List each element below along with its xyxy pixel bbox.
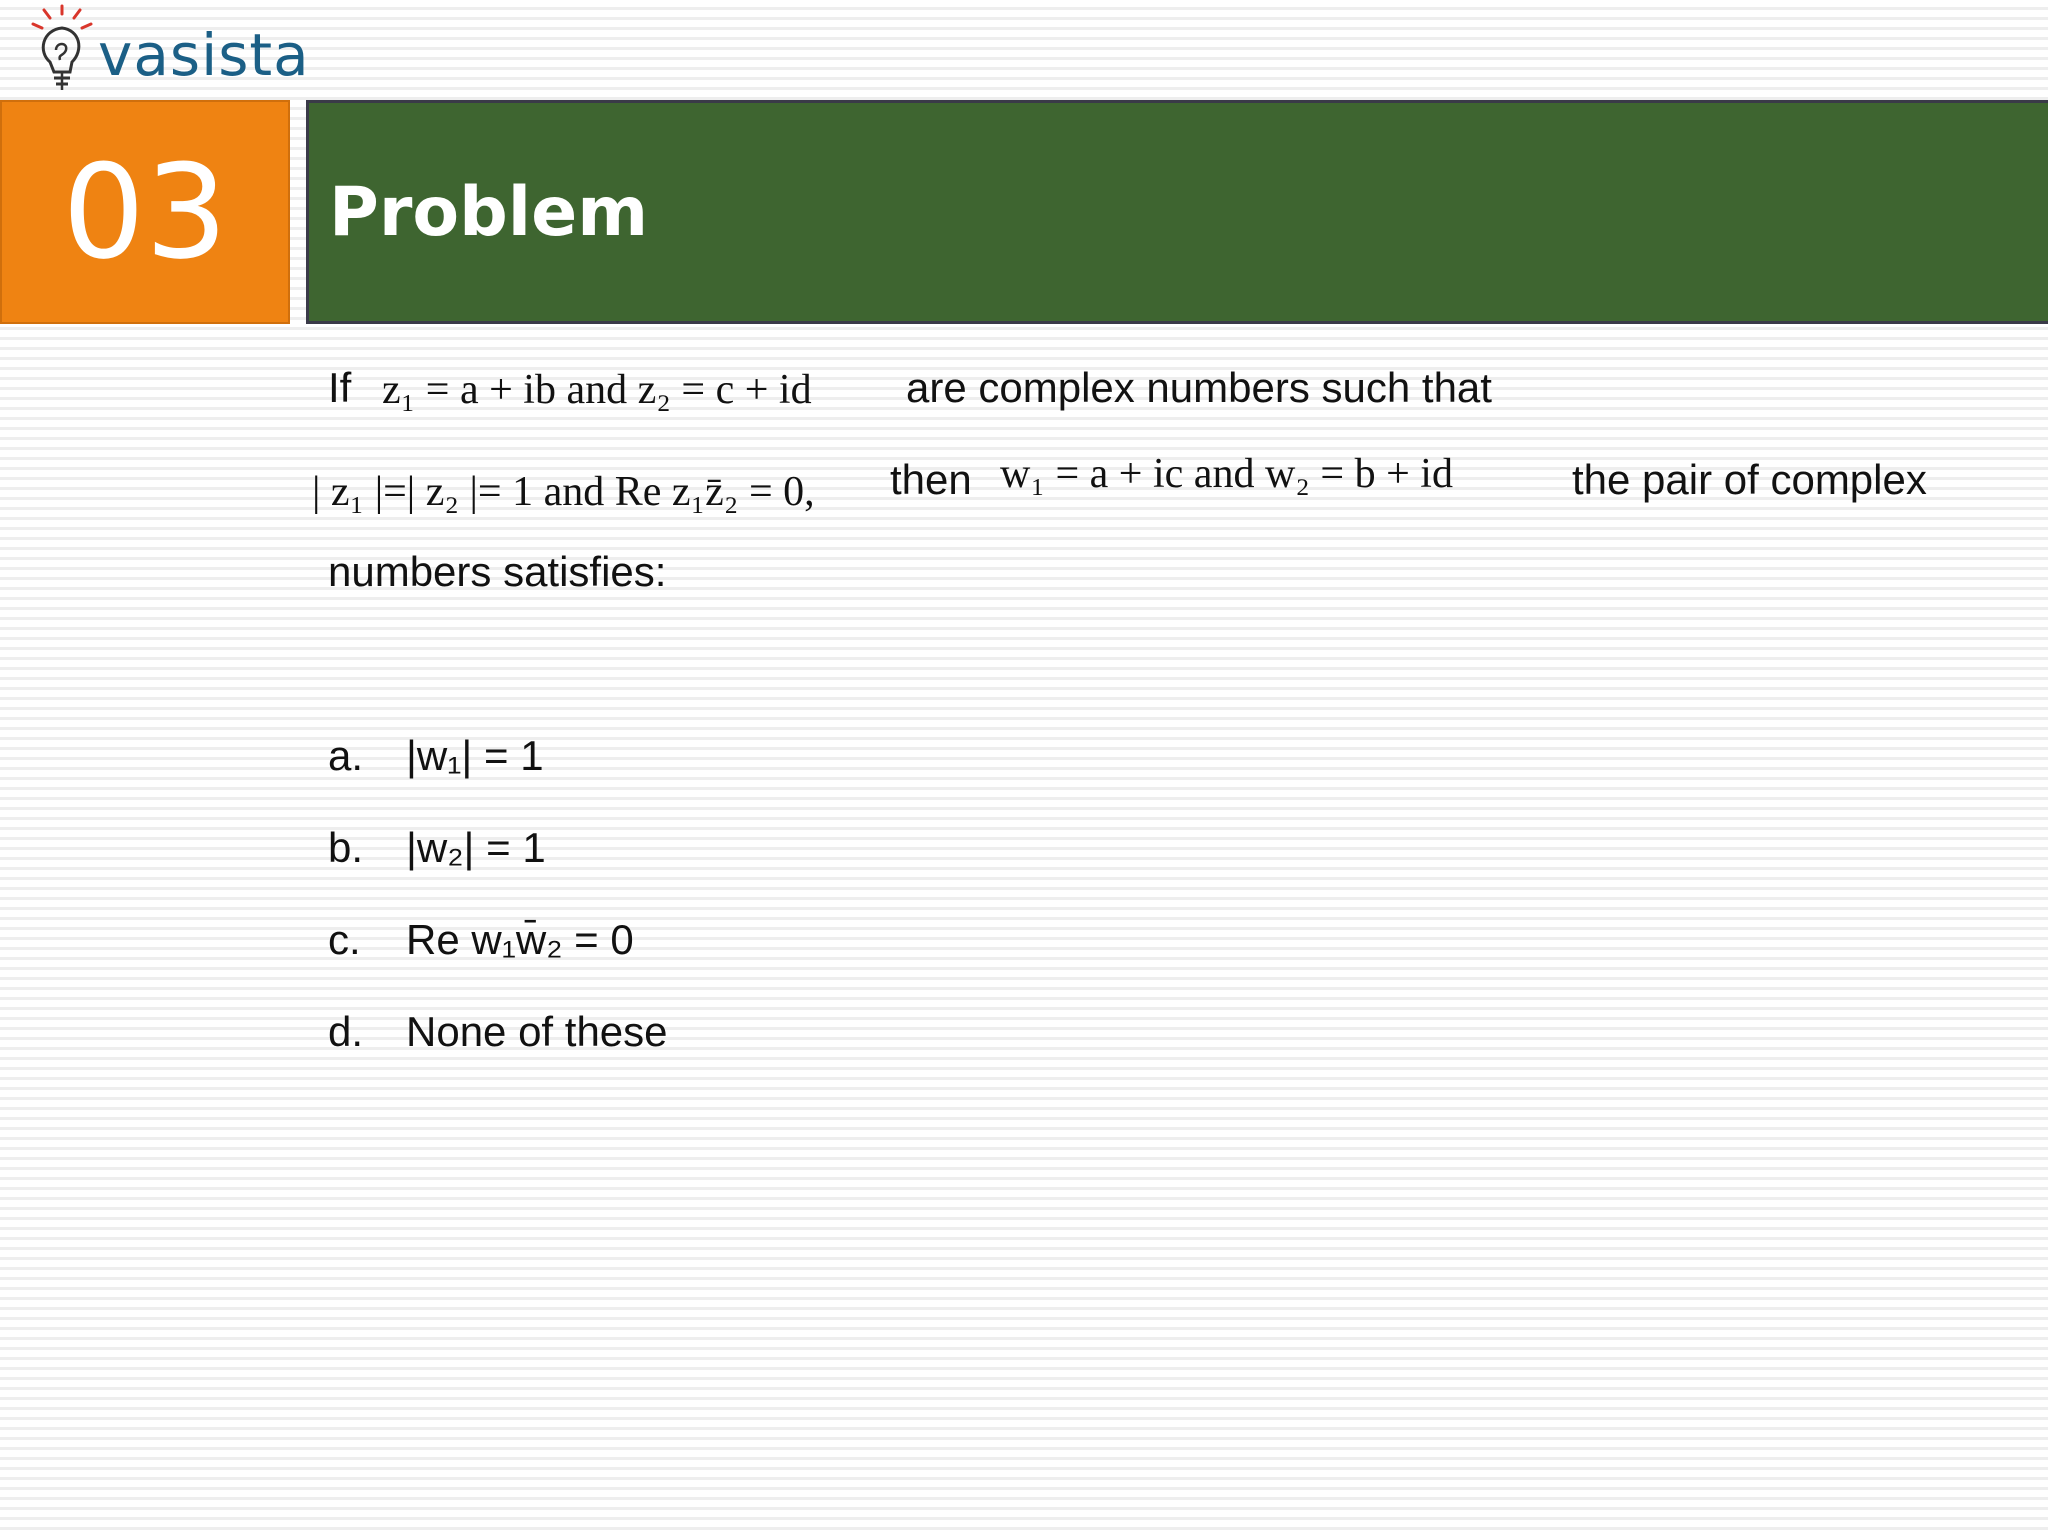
problem-number-box: [0, 100, 290, 324]
option-d-letter: d.: [328, 1008, 364, 1055]
title-bar: [306, 100, 2048, 324]
vasista-logo: [20, 4, 310, 96]
option-c-letter: c.: [328, 916, 361, 963]
question-text-2: the pair of complex: [1572, 456, 1927, 503]
option-b-text[interactable]: |w₂| = 1: [406, 824, 546, 871]
option-c-text[interactable]: Re w₁w̄₂ = 0: [406, 916, 634, 963]
question-text-3: numbers satisfies:: [328, 548, 667, 595]
lightbulb-icon: [20, 4, 100, 96]
problem-number: 03: [62, 136, 228, 288]
option-b-letter: b.: [328, 824, 364, 871]
question-then: then: [890, 456, 972, 503]
question-math-1: z₁ = a + ib and z₂ = c + id: [382, 367, 812, 413]
option-d-text[interactable]: None of these: [406, 1008, 668, 1055]
question-text-1: are complex numbers such that: [906, 364, 1492, 411]
option-a-text[interactable]: |w₁| = 1: [406, 732, 544, 779]
question-math-2: | z₁ |=| z₂ |= 1 and Re z₁z̄₂ = 0,: [312, 469, 815, 515]
option-a-letter: a.: [328, 732, 364, 779]
question-math-3: w₁ = a + ic and w₂ = b + id: [1000, 451, 1453, 497]
question-lead: If: [328, 364, 352, 411]
logo-text: vasista: [98, 21, 310, 89]
page-title: Problem: [329, 173, 649, 252]
